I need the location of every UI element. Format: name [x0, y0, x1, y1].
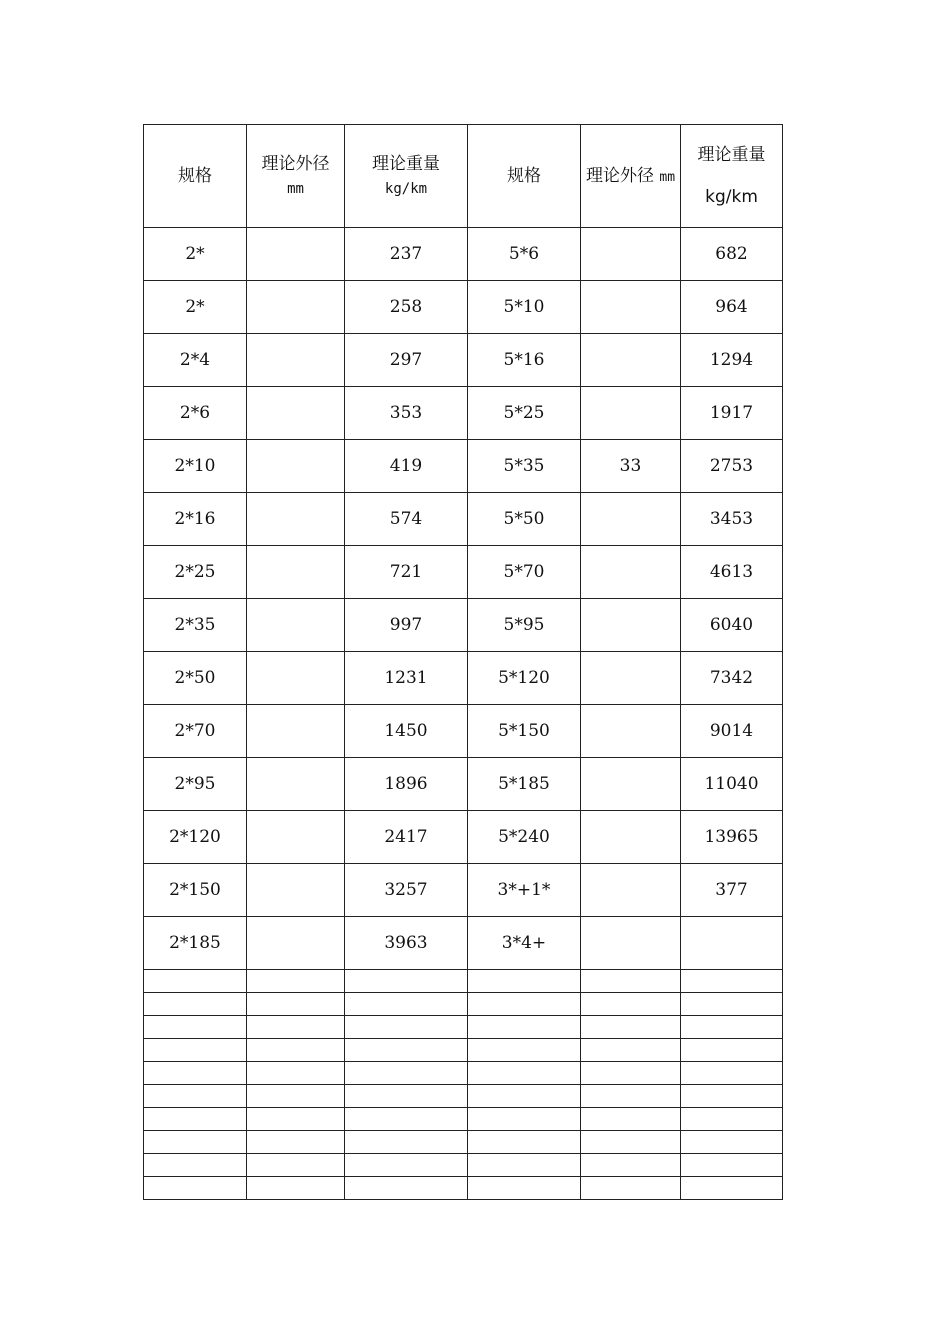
spec-right-cell: 5*50: [468, 493, 581, 546]
header-od-right: [581, 125, 681, 228]
od-left-cell: [247, 652, 345, 705]
blank-cell: [247, 1177, 345, 1200]
blank-cell: [681, 1016, 783, 1039]
spec-left-cell: 2*35: [144, 599, 247, 652]
blank-cell: [468, 1131, 581, 1154]
blank-cell: [468, 1016, 581, 1039]
blank-cell: [468, 1154, 581, 1177]
blank-cell: [345, 1062, 468, 1085]
blank-cell: [345, 1039, 468, 1062]
blank-cell: [144, 1154, 247, 1177]
spec-right-cell: 5*35: [468, 440, 581, 493]
blank-cell: [581, 1154, 681, 1177]
spec-right-cell: 5*120: [468, 652, 581, 705]
blank-cell: [345, 1154, 468, 1177]
blank-cell: [681, 970, 783, 993]
weight-right-cell: 4613: [681, 546, 783, 599]
blank-row: [144, 1131, 783, 1154]
blank-cell: [581, 1016, 681, 1039]
blank-cell: [144, 1016, 247, 1039]
weight-right-cell: 13965: [681, 811, 783, 864]
table-row: [144, 387, 783, 440]
spec-left-cell: 2*16: [144, 493, 247, 546]
od-right-cell: [581, 811, 681, 864]
weight-left-cell: 419: [345, 440, 468, 493]
spec-left-cell: 2*10: [144, 440, 247, 493]
od-right-cell: [581, 758, 681, 811]
od-left-cell: [247, 281, 345, 334]
blank-row: [144, 970, 783, 993]
blank-cell: [581, 1177, 681, 1200]
header-weight-title: 理论重量: [372, 154, 440, 175]
weight-right-cell: 1917: [681, 387, 783, 440]
weight-right-cell: 11040: [681, 758, 783, 811]
weight-left-cell: 1896: [345, 758, 468, 811]
blank-cell: [345, 1177, 468, 1200]
od-right-cell: [581, 917, 681, 970]
blank-cell: [144, 1108, 247, 1131]
weight-left-cell: 353: [345, 387, 468, 440]
spec-right-cell: 5*150: [468, 705, 581, 758]
spec-right-cell: 5*10: [468, 281, 581, 334]
od-right-cell: [581, 705, 681, 758]
od-left-cell: [247, 387, 345, 440]
weight-right-cell: 682: [681, 228, 783, 281]
table-row: [144, 758, 783, 811]
od-left-cell: [247, 758, 345, 811]
blank-cell: [144, 1177, 247, 1200]
blank-cell: [468, 1039, 581, 1062]
spec-right-cell: 3*4+: [468, 917, 581, 970]
table-body: [144, 125, 783, 1200]
header-od-unit: mm: [659, 169, 676, 185]
header-spec-label: 规格: [507, 165, 541, 186]
blank-row: [144, 1016, 783, 1039]
blank-cell: [581, 993, 681, 1016]
weight-right-cell: 3453: [681, 493, 783, 546]
blank-cell: [345, 1108, 468, 1131]
blank-cell: [247, 1154, 345, 1177]
weight-right-cell: 377: [681, 864, 783, 917]
blank-cell: [581, 1062, 681, 1085]
table-row: [144, 917, 783, 970]
table-row: [144, 228, 783, 281]
blank-row: [144, 1062, 783, 1085]
blank-cell: [345, 1131, 468, 1154]
weight-left-cell: 3257: [345, 864, 468, 917]
table-row: [144, 705, 783, 758]
blank-cell: [468, 970, 581, 993]
od-right-cell: [581, 493, 681, 546]
weight-right-cell: 9014: [681, 705, 783, 758]
blank-cell: [468, 1108, 581, 1131]
table-row: [144, 652, 783, 705]
weight-left-cell: 1231: [345, 652, 468, 705]
header-row: [144, 125, 783, 228]
od-left-cell: [247, 917, 345, 970]
blank-cell: [681, 993, 783, 1016]
od-right-cell: [581, 652, 681, 705]
blank-cell: [581, 1085, 681, 1108]
blank-cell: [345, 993, 468, 1016]
weight-left-cell: 2417: [345, 811, 468, 864]
blank-row: [144, 1108, 783, 1131]
od-left-cell: [247, 546, 345, 599]
blank-cell: [345, 1016, 468, 1039]
od-right-cell: [581, 599, 681, 652]
blank-cell: [247, 1085, 345, 1108]
weight-right-cell: [681, 917, 783, 970]
spec-left-cell: 2*150: [144, 864, 247, 917]
header-spec-left: [144, 125, 247, 228]
od-left-cell: [247, 228, 345, 281]
spec-left-cell: 2*185: [144, 917, 247, 970]
spec-right-cell: 5*16: [468, 334, 581, 387]
blank-cell: [247, 1062, 345, 1085]
blank-cell: [345, 970, 468, 993]
blank-cell: [681, 1154, 783, 1177]
blank-cell: [468, 1062, 581, 1085]
table-row: [144, 334, 783, 387]
spec-left-cell: 2*6: [144, 387, 247, 440]
spec-right-cell: 5*240: [468, 811, 581, 864]
table-row: [144, 546, 783, 599]
spec-right-cell: 5*70: [468, 546, 581, 599]
blank-cell: [681, 1062, 783, 1085]
spec-right-cell: 5*185: [468, 758, 581, 811]
weight-left-cell: 297: [345, 334, 468, 387]
blank-cell: [247, 970, 345, 993]
spec-right-cell: 3*+1*: [468, 864, 581, 917]
weight-right-cell: 964: [681, 281, 783, 334]
blank-cell: [247, 1108, 345, 1131]
blank-cell: [681, 1085, 783, 1108]
table-row: [144, 864, 783, 917]
od-right-cell: [581, 281, 681, 334]
weight-left-cell: 3963: [345, 917, 468, 970]
od-left-cell: [247, 599, 345, 652]
table-row: [144, 440, 783, 493]
od-right-cell: [581, 228, 681, 281]
blank-cell: [468, 1085, 581, 1108]
header-od-left: [247, 125, 345, 228]
od-right-cell: [581, 334, 681, 387]
table-row: [144, 493, 783, 546]
table-row: [144, 811, 783, 864]
header-weight-left: [345, 125, 468, 228]
blank-row: [144, 1177, 783, 1200]
blank-cell: [247, 1039, 345, 1062]
od-left-cell: [247, 705, 345, 758]
blank-cell: [681, 1108, 783, 1131]
header-spec-label: 规格: [178, 165, 212, 186]
spec-right-cell: 5*25: [468, 387, 581, 440]
spec-left-cell: 2*70: [144, 705, 247, 758]
spec-left-cell: 2*25: [144, 546, 247, 599]
weight-right-cell: 2753: [681, 440, 783, 493]
blank-cell: [581, 970, 681, 993]
header-od-title: 理论外径: [585, 165, 654, 186]
blank-cell: [144, 1085, 247, 1108]
weight-left-cell: 997: [345, 599, 468, 652]
blank-cell: [144, 1039, 247, 1062]
blank-cell: [247, 1016, 345, 1039]
weight-left-cell: 1450: [345, 705, 468, 758]
blank-row: [144, 993, 783, 1016]
od-right-cell: [581, 864, 681, 917]
weight-right-cell: 7342: [681, 652, 783, 705]
weight-left-cell: 237: [345, 228, 468, 281]
od-left-cell: [247, 493, 345, 546]
blank-cell: [468, 993, 581, 1016]
spec-left-cell: 2*120: [144, 811, 247, 864]
header-weight-title: 理论重量: [697, 144, 766, 165]
od-right-cell: [581, 387, 681, 440]
header-od-title: 理论外径: [261, 154, 330, 175]
header-weight-unit: kg/km: [384, 180, 428, 197]
blank-cell: [581, 1131, 681, 1154]
blank-row: [144, 1085, 783, 1108]
blank-row: [144, 1039, 783, 1062]
od-right-cell: [581, 546, 681, 599]
header-weight-unit: kg/km: [705, 187, 758, 207]
spec-left-cell: 2*50: [144, 652, 247, 705]
od-left-cell: [247, 334, 345, 387]
od-left-cell: [247, 864, 345, 917]
od-left-cell: [247, 440, 345, 493]
blank-cell: [468, 1177, 581, 1200]
blank-row: [144, 1154, 783, 1177]
blank-cell: [345, 1085, 468, 1108]
spec-left-cell: 2*: [144, 281, 247, 334]
spec-left-cell: 2*4: [144, 334, 247, 387]
od-left-cell: [247, 811, 345, 864]
blank-cell: [247, 1131, 345, 1154]
blank-cell: [681, 1039, 783, 1062]
blank-cell: [144, 1131, 247, 1154]
weight-left-cell: 258: [345, 281, 468, 334]
spec-right-cell: 5*6: [468, 228, 581, 281]
cable-spec-table: [143, 124, 783, 1200]
spec-right-cell: 5*95: [468, 599, 581, 652]
header-weight-right: [681, 125, 783, 228]
spec-left-cell: 2*: [144, 228, 247, 281]
blank-cell: [144, 993, 247, 1016]
od-right-cell: 33: [581, 440, 681, 493]
weight-left-cell: 721: [345, 546, 468, 599]
table-row: [144, 281, 783, 334]
blank-cell: [681, 1131, 783, 1154]
table-row: [144, 599, 783, 652]
blank-cell: [247, 993, 345, 1016]
blank-cell: [144, 970, 247, 993]
blank-cell: [581, 1039, 681, 1062]
weight-right-cell: 1294: [681, 334, 783, 387]
spec-left-cell: 2*95: [144, 758, 247, 811]
blank-cell: [581, 1108, 681, 1131]
blank-cell: [681, 1177, 783, 1200]
weight-left-cell: 574: [345, 493, 468, 546]
weight-right-cell: 6040: [681, 599, 783, 652]
blank-cell: [144, 1062, 247, 1085]
header-spec-right: [468, 125, 581, 228]
header-od-unit: mm: [287, 180, 304, 197]
